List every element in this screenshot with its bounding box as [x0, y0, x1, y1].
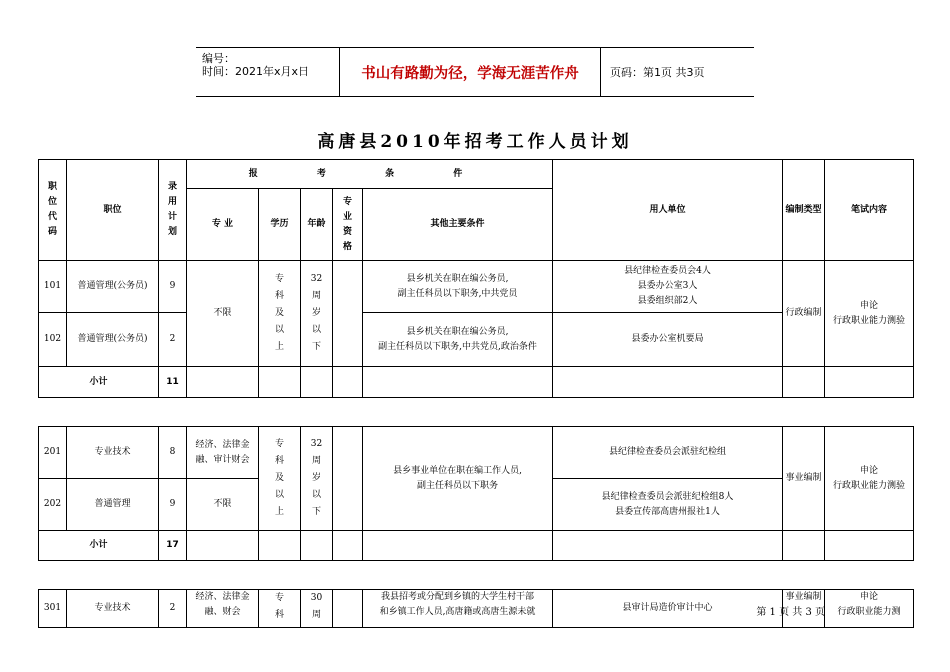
cell-age: 32周岁以下: [301, 261, 333, 367]
cell-count: 2: [159, 590, 187, 628]
cell-major: 不限: [187, 479, 259, 531]
cell-qualification: [333, 261, 363, 367]
cell-other: 县乡机关在职在编公务员, 副主任科员以下职务,中共党员,政治条件: [363, 313, 553, 367]
col-count-header: 录用计划: [159, 160, 187, 261]
cell-employer: 县纪律检查委员会4人 县委办公室3人 县委组织部2人: [553, 261, 783, 313]
col-exam-header: 笔试内容: [825, 160, 914, 261]
col-other-header: 其他主要条件: [363, 189, 553, 261]
cell-other: 我县招考或分配到乡镇的大学生村干部 和乡镇工作人员,高唐籍或高唐生源未就: [363, 590, 553, 628]
cell-major: 经济、法律金融、财会: [187, 590, 259, 628]
cell-age: 32周岁以下: [301, 427, 333, 531]
cell-qualification: [333, 590, 363, 628]
document-header: [196, 47, 754, 97]
cell-exam: 申论 行政职业能力测验: [825, 261, 914, 367]
cell-staffing: 事业编制: [783, 590, 825, 628]
subtotal-label: 小计: [39, 367, 159, 398]
col-major-header: 专 业: [187, 189, 259, 261]
cell-exam: 申论 行政职业能力测验: [825, 427, 914, 531]
col-staffing-header: 编制类型: [783, 160, 825, 261]
cell-count: 2: [159, 313, 187, 367]
cell-count: 8: [159, 427, 187, 479]
subtotal-value: 11: [159, 367, 187, 398]
cell-position: 专业技术: [67, 590, 159, 628]
subtotal-label: 小计: [39, 531, 159, 561]
col-qualification-header: 专业资格: [333, 189, 363, 261]
cell-count: 9: [159, 479, 187, 531]
cell-employer: 县纪律检查委员会派驻纪检组8人 县委宣传部高唐州报社1人: [553, 479, 783, 531]
cell-major: 经济、法律金融、审计财会: [187, 427, 259, 479]
cell-position: 普通管理: [67, 479, 159, 531]
col-conditions-header: 报 考 条 件: [187, 160, 553, 189]
cell-code: 101: [39, 261, 67, 313]
page-footer: 第 1 页 共 3 页: [756, 607, 825, 618]
subtotal-row: [39, 531, 914, 561]
cell-code: 102: [39, 313, 67, 367]
motto: 书山有路勤为径，学海无涯苦作舟: [339, 48, 601, 96]
cell-education: 专科: [259, 590, 301, 628]
cell-staffing: 事业编制: [783, 427, 825, 531]
cell-employer: 县审计局造价审计中心: [553, 590, 783, 628]
recruitment-table: [38, 159, 914, 628]
cell-major: 不限: [187, 261, 259, 367]
cell-code: 301: [39, 590, 67, 628]
table-row: [39, 313, 914, 367]
cell-exam: 申论 行政职业能力测: [825, 590, 914, 628]
time-label: 时间：2021年x月x日: [202, 65, 310, 78]
subtotal-row: [39, 367, 914, 398]
cell-employer: 县纪律检查委员会派驻纪检组: [553, 427, 783, 479]
header-meta: [196, 48, 339, 96]
cell-other: 县乡事业单位在职在编工作人员, 副主任科员以下职务: [363, 427, 553, 531]
cell-staffing: 行政编制: [783, 261, 825, 367]
cell-education: 专科及以上: [259, 261, 301, 367]
cell-other: 县乡机关在职在编公务员, 副主任科员以下职务,中共党员: [363, 261, 553, 313]
col-position-header: 职位: [67, 160, 159, 261]
cell-position: 专业技术: [67, 427, 159, 479]
cell-count: 9: [159, 261, 187, 313]
page-title: 高唐县2010年招考工作人员计划: [317, 132, 633, 152]
col-age-header: 年龄: [301, 189, 333, 261]
cell-position: 普通管理(公务员): [67, 261, 159, 313]
table-row: [39, 261, 914, 313]
cell-code: 201: [39, 427, 67, 479]
cell-code: 202: [39, 479, 67, 531]
cell-age: 30周: [301, 590, 333, 628]
table-row: [39, 427, 914, 479]
number-label: 编号：: [202, 52, 235, 65]
col-code-header: 职位代码: [39, 160, 67, 261]
cell-qualification: [333, 427, 363, 531]
cell-position: 普通管理(公务员): [67, 313, 159, 367]
col-education-header: 学历: [259, 189, 301, 261]
page-info: 页码：第1页 共3页: [610, 66, 705, 79]
cell-education: 专科及以上: [259, 427, 301, 531]
subtotal-value: 17: [159, 531, 187, 561]
cell-employer: 县委办公室机要局: [553, 313, 783, 367]
col-employer-header: 用人单位: [553, 160, 783, 261]
